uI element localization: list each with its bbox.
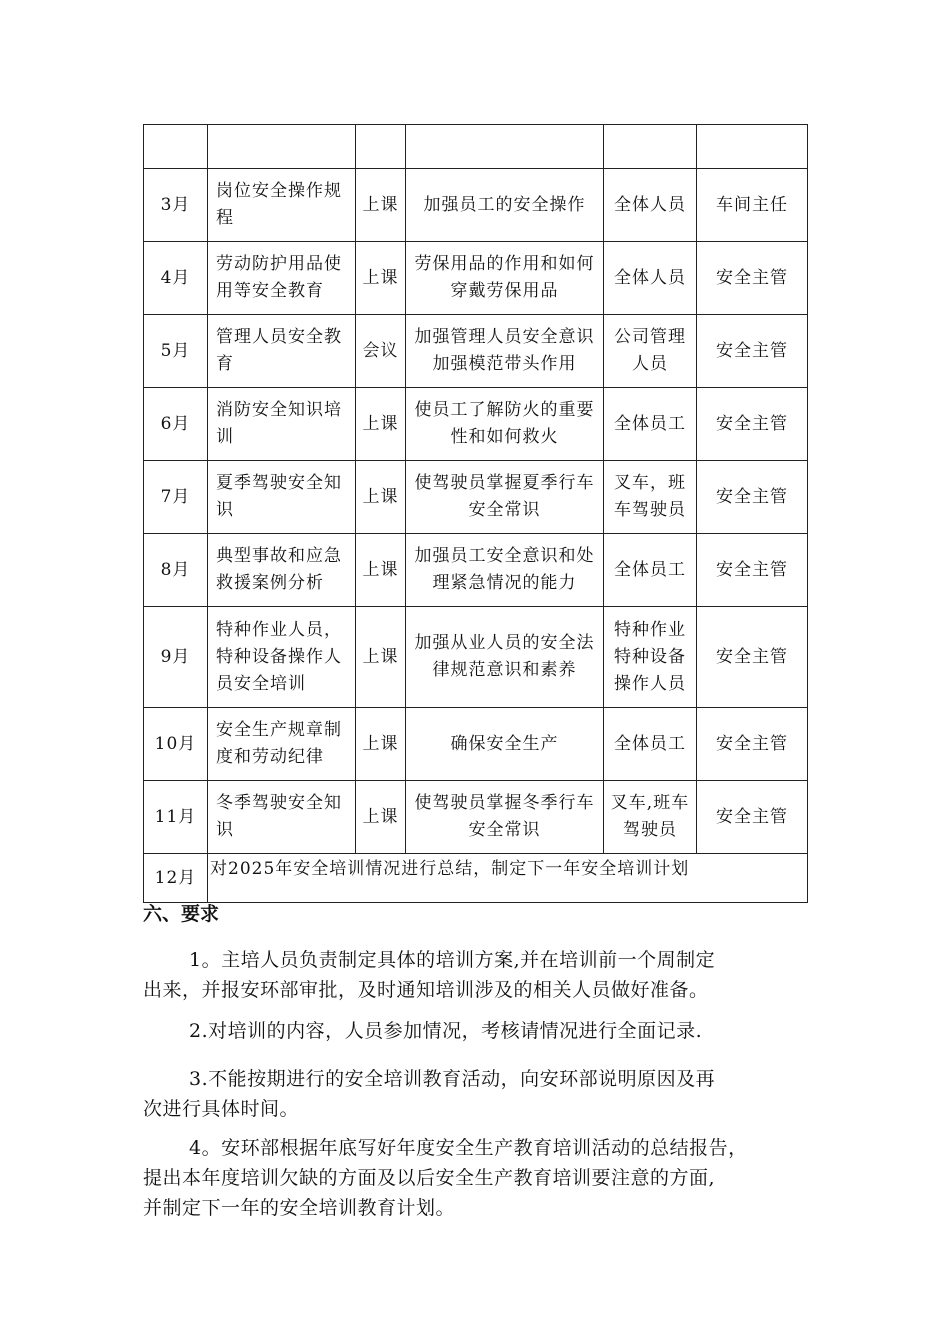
cell-line: 安全常识 <box>468 820 541 840</box>
paragraph-line: 4。安环部根据年底写好年度安全生产教育培训活动的总结报告， <box>189 1137 748 1159</box>
table-row <box>144 388 808 461</box>
participants-cell <box>604 315 697 388</box>
topic-cell <box>208 708 356 781</box>
cell-line: 加强员工安全意识和处 <box>414 546 595 566</box>
goal-cell <box>406 315 604 388</box>
month-cell: 12月 <box>144 854 208 903</box>
cell-line: 安全生产规章制 <box>216 720 342 740</box>
table-row-summary <box>144 854 808 903</box>
requirement-paragraph-2 <box>143 1016 807 1046</box>
paragraph-line: 出来，并报安环部审批，及时通知培训涉及的相关人员做好准备。 <box>143 979 709 1001</box>
cell-line: 劳动防护用品使 <box>216 254 342 274</box>
participants-cell <box>604 461 697 534</box>
paragraph-line: 3.不能按期进行的安全培训教育活动，向安环部说明原因及再 <box>189 1068 716 1090</box>
cell-line: 律规范意识和素养 <box>432 660 577 680</box>
cell-line: 安全常识 <box>468 500 541 520</box>
participants-cell <box>604 607 697 708</box>
owner-cell: 安全主管 <box>697 534 808 607</box>
cell-line: 员安全培训 <box>216 673 306 694</box>
cell-line: 典型事故和应急 <box>216 546 342 566</box>
table-cell <box>144 125 208 169</box>
cell-line: 特种作业 <box>614 619 686 640</box>
goal-cell <box>406 388 604 461</box>
requirement-paragraph-1 <box>143 945 807 1005</box>
participants-cell <box>604 242 697 315</box>
topic-cell <box>208 461 356 534</box>
goal-cell <box>406 169 604 242</box>
cell-line: 人员 <box>632 354 668 374</box>
cell-line: 穿戴劳保用品 <box>450 281 559 301</box>
topic-cell <box>208 388 356 461</box>
form-cell: 上课 <box>356 169 406 242</box>
form-cell: 上课 <box>356 534 406 607</box>
month-cell: 10月 <box>144 708 208 781</box>
table-cell <box>406 125 604 169</box>
cell-line: 识 <box>216 820 234 840</box>
cell-line: 全体员工 <box>614 733 686 754</box>
table-row <box>144 781 808 854</box>
cell-line: 叉车，班 <box>614 473 686 493</box>
summary-cell: 对2025年安全培训情况进行总结，制定下一年安全培训计划 <box>208 854 808 903</box>
cell-line: 度和劳动纪律 <box>216 747 324 767</box>
table-row <box>144 461 808 534</box>
table-row <box>144 242 808 315</box>
cell-line: 叉车,班车 <box>610 793 690 813</box>
cell-line: 全体员工 <box>614 413 686 434</box>
table-row <box>144 534 808 607</box>
month-cell: 6月 <box>144 388 208 461</box>
owner-cell: 安全主管 <box>697 461 808 534</box>
requirement-paragraph-4 <box>143 1133 807 1223</box>
cell-line: 消防安全知识培 <box>216 400 342 420</box>
training-schedule-table <box>143 124 808 903</box>
paragraph-line: 2.对培训的内容，人员参加情况，考核请情况进行全面记录. <box>189 1020 703 1042</box>
cell-line: 特种设备 <box>614 646 686 667</box>
cell-line: 夏季驾驶安全知 <box>216 473 342 493</box>
topic-cell <box>208 781 356 854</box>
goal-cell <box>406 607 604 708</box>
cell-line: 特种作业人员， <box>216 619 342 640</box>
form-cell: 上课 <box>356 461 406 534</box>
cell-line: 操作人员 <box>614 673 686 694</box>
form-cell: 上课 <box>356 242 406 315</box>
table-row <box>144 708 808 781</box>
cell-line: 公司管理 <box>614 327 686 347</box>
form-cell: 上课 <box>356 781 406 854</box>
owner-cell: 安全主管 <box>697 607 808 708</box>
month-cell: 5月 <box>144 315 208 388</box>
goal-cell <box>406 461 604 534</box>
form-cell: 上课 <box>356 708 406 781</box>
topic-cell <box>208 534 356 607</box>
participants-cell <box>604 388 697 461</box>
cell-line: 特种设备操作人 <box>216 646 342 667</box>
owner-cell: 安全主管 <box>697 781 808 854</box>
cell-line: 全体人员 <box>614 194 686 215</box>
goal-cell <box>406 242 604 315</box>
cell-line: 冬季驾驶安全知 <box>216 793 342 813</box>
cell-line: 用等安全教育 <box>216 281 324 301</box>
cell-line: 管理人员安全教 <box>216 327 342 347</box>
form-cell: 上课 <box>356 388 406 461</box>
table-cell <box>356 125 406 169</box>
table-row <box>144 315 808 388</box>
month-cell: 3月 <box>144 169 208 242</box>
goal-cell <box>406 534 604 607</box>
cell-line: 车驾驶员 <box>614 500 686 520</box>
table-cell <box>697 125 808 169</box>
paragraph-line: 提出本年度培训欠缺的方面及以后安全生产教育培训要注意的方面, <box>143 1167 716 1189</box>
owner-cell: 安全主管 <box>697 315 808 388</box>
cell-line: 训 <box>216 427 234 447</box>
cell-line: 驾驶员 <box>623 820 677 840</box>
month-cell: 8月 <box>144 534 208 607</box>
topic-cell <box>208 607 356 708</box>
topic-cell <box>208 169 356 242</box>
topic-cell <box>208 315 356 388</box>
goal-cell <box>406 708 604 781</box>
owner-cell: 安全主管 <box>697 708 808 781</box>
cell-line: 全体人员 <box>614 267 686 288</box>
topic-cell <box>208 242 356 315</box>
table-row <box>144 607 808 708</box>
participants-cell <box>604 534 697 607</box>
cell-line: 使驾驶员掌握冬季行车 <box>414 793 595 813</box>
participants-cell <box>604 781 697 854</box>
cell-line: 加强模范带头作用 <box>432 354 577 374</box>
table-row-empty <box>144 125 808 169</box>
paragraph-line: 1。主培人员负责制定具体的培训方案,并在培训前一个周制定 <box>189 949 716 971</box>
cell-line: 加强从业人员的安全法 <box>414 633 595 653</box>
table-row <box>144 169 808 242</box>
month-cell: 7月 <box>144 461 208 534</box>
cell-line: 程 <box>216 208 234 228</box>
cell-line: 理紧急情况的能力 <box>432 573 577 593</box>
participants-cell <box>604 708 697 781</box>
form-cell: 会议 <box>356 315 406 388</box>
requirement-paragraph-3 <box>143 1064 807 1124</box>
owner-cell: 安全主管 <box>697 388 808 461</box>
cell-line: 识 <box>216 500 234 520</box>
cell-line: 全体员工 <box>614 559 686 580</box>
section-heading: 六、要求 <box>143 903 220 925</box>
cell-line: 使员工了解防火的重要 <box>414 400 595 420</box>
cell-line: 劳保用品的作用和如何 <box>414 254 595 274</box>
table-cell <box>208 125 356 169</box>
cell-line: 性和如何救火 <box>450 427 559 447</box>
cell-line: 育 <box>216 354 234 374</box>
form-cell: 上课 <box>356 607 406 708</box>
cell-line: 救援案例分析 <box>216 573 324 593</box>
cell-line: 加强员工的安全操作 <box>423 194 586 215</box>
goal-cell <box>406 781 604 854</box>
cell-line: 使驾驶员掌握夏季行车 <box>414 473 595 493</box>
owner-cell: 安全主管 <box>697 242 808 315</box>
month-cell: 9月 <box>144 607 208 708</box>
paragraph-line: 次进行具体时间。 <box>143 1098 300 1120</box>
participants-cell <box>604 169 697 242</box>
paragraph-line: 并制定下一年的安全培训教育计划。 <box>143 1197 456 1219</box>
owner-cell: 车间主任 <box>697 169 808 242</box>
month-cell: 4月 <box>144 242 208 315</box>
cell-line: 确保安全生产 <box>450 733 559 754</box>
cell-line: 岗位安全操作规 <box>216 181 342 201</box>
cell-line: 加强管理人员安全意识 <box>414 327 595 347</box>
table-cell <box>604 125 697 169</box>
month-cell: 11月 <box>144 781 208 854</box>
